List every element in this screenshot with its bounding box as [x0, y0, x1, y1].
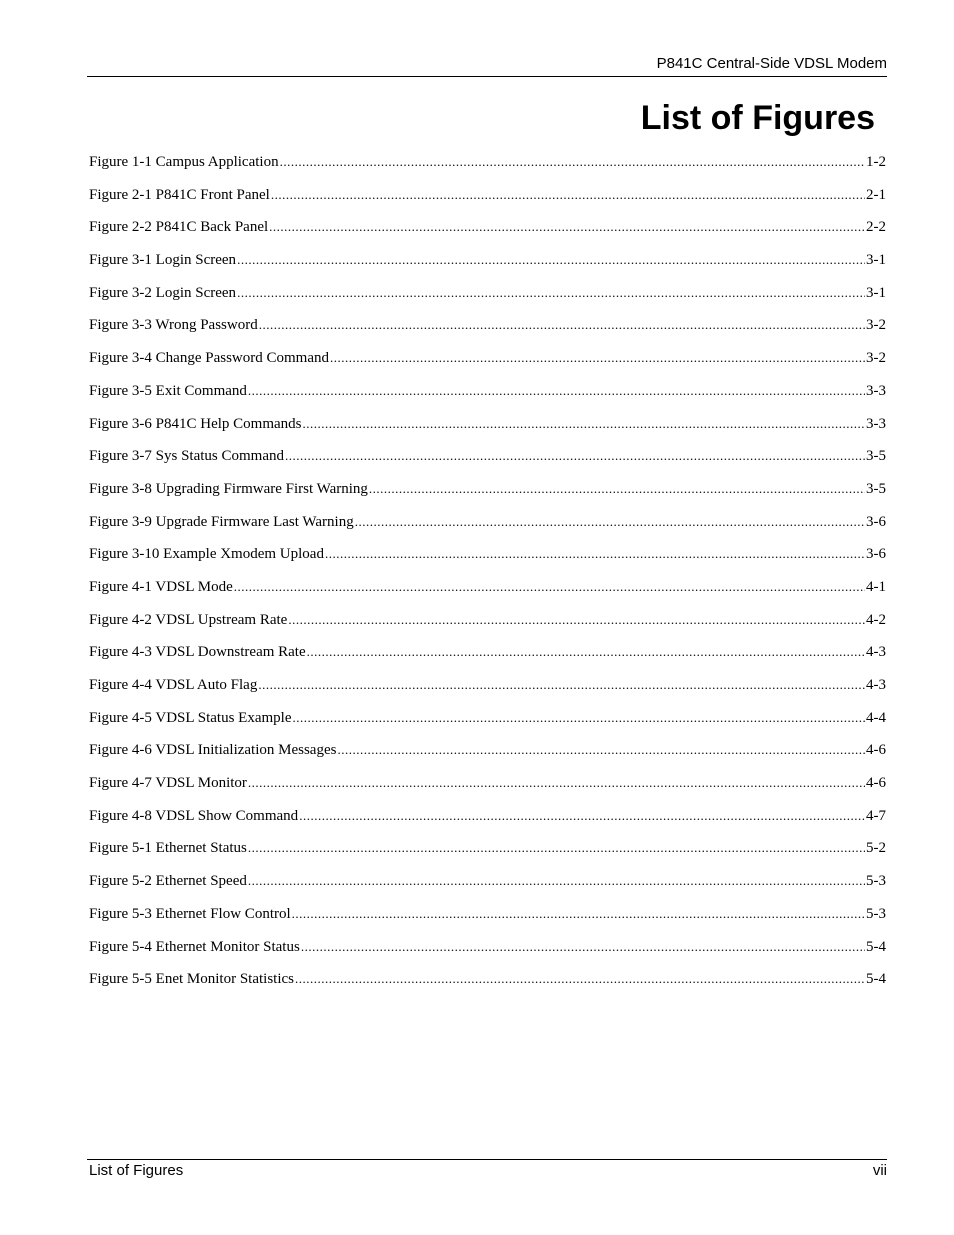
figure-page-number: 1-2: [866, 154, 886, 170]
figure-page-number: 4-3: [866, 677, 886, 693]
dot-leader: [280, 150, 865, 174]
figure-entry[interactable]: [89, 281, 886, 314]
figure-page-number: 4-6: [866, 742, 886, 759]
figure-page-number: 5-3: [866, 905, 886, 922]
dot-leader: [248, 379, 865, 403]
figure-entry[interactable]: [89, 967, 886, 1000]
dot-leader: [248, 836, 865, 860]
figure-page-number: 3-3: [866, 382, 886, 399]
figure-label: Figure 3-6 P841C Help Commands: [89, 415, 302, 432]
figure-page-number: 3-2: [866, 317, 886, 334]
figure-label: Figure 5-5 Enet Monitor Statistics: [89, 971, 294, 988]
figure-page-number: 3-5: [866, 480, 886, 497]
figure-entry[interactable]: [89, 346, 886, 379]
figure-page-number: 2-1: [866, 186, 886, 203]
dot-leader: [234, 575, 865, 599]
figure-entry[interactable]: [89, 575, 886, 608]
figure-label: Figure 5-2 Ethernet Speed: [89, 873, 247, 890]
figure-entry[interactable]: [89, 706, 886, 739]
dot-leader: [325, 542, 865, 566]
figure-label: Figure 4-6 VDSL Initialization Messages: [89, 742, 337, 759]
figure-page-number: 4-6: [866, 775, 886, 792]
figure-label: Figure 4-7 VDSL Monitor: [89, 775, 247, 792]
figure-page-number: 4-3: [866, 644, 886, 661]
figure-label: Figure 5-3 Ethernet Flow Control: [89, 905, 291, 922]
figure-entry[interactable]: [89, 215, 886, 248]
figure-page-number: 3-2: [866, 350, 886, 367]
dot-leader: [258, 673, 865, 697]
figure-entry[interactable]: [89, 313, 886, 346]
figure-entry[interactable]: [89, 183, 886, 216]
figure-page-number: 5-2: [866, 840, 886, 857]
figure-page-number: 2-2: [866, 219, 886, 236]
figure-label: Figure 3-1 Login Screen: [89, 252, 237, 269]
figure-entry[interactable]: [89, 510, 886, 543]
figure-label: Figure 2-1 P841C Front Panel: [89, 186, 270, 203]
figure-page-number: 5-4: [866, 938, 886, 955]
dot-leader: [337, 738, 865, 762]
list-of-figures: [89, 150, 886, 1000]
figure-page-number: 4-7: [866, 807, 886, 824]
dot-leader: [292, 902, 865, 926]
dot-leader: [293, 706, 866, 730]
figure-label: Figure 3-5 Exit Command: [89, 382, 247, 399]
dot-leader: [259, 313, 865, 337]
figure-label: Figure 5-1 Ethernet Status: [89, 840, 247, 857]
page-title: List of Figures: [640, 99, 875, 137]
figure-entry[interactable]: [89, 608, 886, 641]
figure-page-number: 3-6: [866, 513, 886, 530]
figure-entry[interactable]: [89, 869, 886, 902]
footer-section-name: List of Figures: [89, 1162, 184, 1179]
figure-entry[interactable]: [89, 836, 886, 869]
figure-page-number: 3-5: [866, 448, 886, 465]
figure-page-number: 3-1: [866, 252, 886, 269]
figure-label: Figure 3-7 Sys Status Command: [89, 448, 285, 465]
figure-entry[interactable]: [89, 771, 886, 804]
figure-label: Figure 3-2 Login Screen: [89, 284, 237, 301]
figure-label: Figure 1-1 Campus Application: [89, 154, 279, 170]
figure-entry[interactable]: [89, 935, 886, 968]
dot-leader: [369, 477, 865, 501]
dot-leader: [355, 510, 865, 534]
figure-label: Figure 2-2 P841C Back Panel: [89, 219, 269, 236]
figure-label: Figure 4-1 VDSL Mode: [89, 578, 233, 595]
dot-leader: [285, 444, 865, 468]
dot-leader: [269, 215, 865, 239]
figure-page-number: 5-4: [866, 971, 886, 988]
figure-label: Figure 4-4 VDSL Auto Flag: [89, 677, 258, 693]
figure-entry[interactable]: [89, 379, 886, 412]
figure-entry[interactable]: [89, 542, 886, 575]
figure-label: Figure 4-2 VDSL Upstream Rate: [89, 611, 288, 628]
dot-leader: [307, 640, 865, 664]
figure-page-number: 4-2: [866, 611, 886, 628]
dot-leader: [295, 967, 865, 991]
figure-entry[interactable]: [89, 412, 886, 445]
dot-leader: [237, 281, 865, 305]
figure-entry[interactable]: [89, 640, 886, 673]
figure-label: Figure 3-3 Wrong Password: [89, 317, 258, 334]
page-header: [87, 54, 887, 77]
figure-label: Figure 3-9 Upgrade Firmware Last Warning: [89, 513, 354, 530]
dot-leader: [303, 412, 866, 436]
figure-page-number: 3-1: [866, 284, 886, 301]
dot-leader: [301, 935, 865, 959]
figure-entry[interactable]: [89, 477, 886, 510]
figure-label: Figure 4-3 VDSL Downstream Rate: [89, 644, 306, 661]
dot-leader: [288, 608, 865, 632]
figure-entry[interactable]: [89, 738, 886, 771]
page-footer: [87, 1159, 887, 1181]
document-title: P841C Central-Side VDSL Modem: [656, 55, 887, 72]
figure-page-number: 5-3: [866, 873, 886, 890]
figure-page-number: 3-3: [866, 415, 886, 432]
figure-label: Figure 4-5 VDSL Status Example: [89, 709, 292, 726]
figure-label: Figure 3-4 Change Password Command: [89, 350, 329, 367]
figure-entry[interactable]: [89, 444, 886, 477]
footer-page-number: vii: [872, 1162, 887, 1179]
dot-leader: [248, 869, 865, 893]
figure-page-number: 3-6: [866, 546, 886, 563]
figure-page-number: 4-1: [866, 578, 886, 595]
dot-leader: [299, 804, 865, 828]
figure-entry[interactable]: [89, 804, 886, 837]
figure-entry[interactable]: [89, 673, 886, 706]
figure-label: Figure 5-4 Ethernet Monitor Status: [89, 938, 300, 955]
dot-leader: [237, 248, 865, 272]
figure-label: Figure 3-8 Upgrading Firmware First Warning: [89, 480, 368, 497]
figure-label: Figure 3-10 Example Xmodem Upload: [89, 546, 324, 563]
dot-leader: [330, 346, 865, 370]
figure-page-number: 4-4: [866, 709, 886, 726]
figure-entry[interactable]: [89, 248, 886, 281]
figure-entry[interactable]: [89, 150, 886, 183]
dot-leader: [248, 771, 865, 795]
figure-entry[interactable]: [89, 902, 886, 935]
dot-leader: [271, 183, 865, 207]
figure-label: Figure 4-8 VDSL Show Command: [89, 807, 299, 824]
